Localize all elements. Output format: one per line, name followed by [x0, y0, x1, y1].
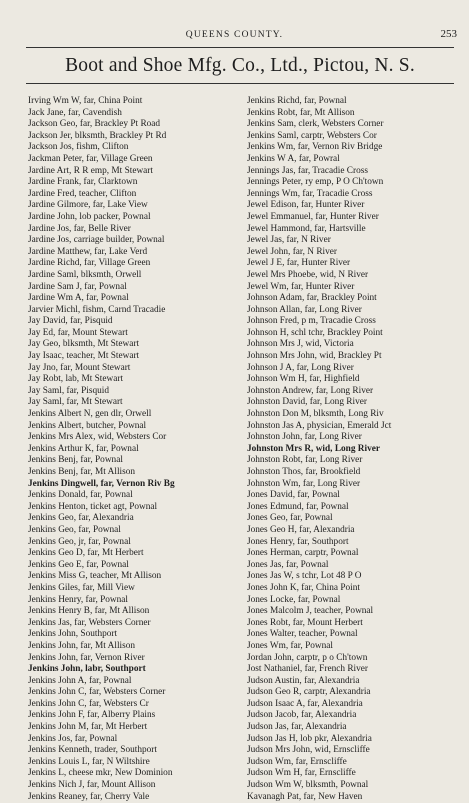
- directory-entry: Jenkins Louis L, far, N Wiltshire: [28, 756, 150, 767]
- directory-entry: Judson Wm H, far, Ernscliffe: [247, 768, 356, 779]
- directory-entry: Johnston Andrew, far, Long River: [247, 385, 374, 396]
- top-rule: [26, 47, 454, 48]
- bottom-rule: [26, 83, 454, 84]
- directory-entry: Jay Saml, far, Mt Stewart: [28, 397, 123, 408]
- directory-entry: Jenkins Wm, far, Vernon Riv Bridge: [247, 142, 383, 153]
- directory-entry: Johnson Mrs J, wid, Victoria: [247, 339, 354, 350]
- directory-entry: Johnson Adam, far, Brackley Point: [247, 293, 377, 304]
- directory-entry: Jay Ed, far, Mount Stewart: [28, 327, 128, 338]
- directory-entry: Jardine Fred, teacher, Clifton: [28, 188, 137, 199]
- directory-entry: Jenkins Henry, far, Pownal: [28, 594, 128, 605]
- directory-entry: Jay Jno, far, Mount Stewart: [28, 362, 131, 373]
- directory-entry: Johnson Allan, far, Long River: [247, 304, 362, 315]
- directory-entry: Jenkins Geo, far, Pownal: [28, 524, 121, 535]
- directory-entry: Jones Geo H, far, Alexandria: [247, 524, 355, 535]
- directory-entry: Jenkins Geo D, far, Mt Herbert: [28, 548, 144, 559]
- directory-entry: Jenkins Albert N, gen dlr, Orwell: [28, 409, 152, 420]
- directory-entry: Jenkins Jos, far, Pownal: [28, 733, 118, 744]
- directory-entry: Jenkins Richd, far, Pownal: [247, 96, 347, 106]
- directory-entry: Jenkins Kenneth, trader, Southport: [28, 745, 157, 756]
- directory-entry: Jenkins Donald, far, Pownal: [28, 490, 133, 501]
- directory-entry: Johnston Thos, far, Brookfield: [247, 467, 361, 477]
- directory-entry: Jardine Saml, blksmth, Orwell: [28, 269, 142, 280]
- directory-entry: Jewel J E, far, Hunter River: [247, 258, 351, 269]
- directory-entry: Jackson Jer, blksmth, Brackley Pt Rd: [28, 130, 167, 141]
- directory-entry: Jennings Jas, far, Tracadie Cross: [247, 165, 368, 176]
- directory-entry: Jewel Jas, far, N River: [247, 235, 331, 246]
- directory-entry: Jones Jas W, s tchr, Lot 48 P O: [247, 571, 362, 582]
- directory-entry: Judson Jacob, far, Alexandria: [247, 710, 357, 721]
- directory-entry: Jewel Edison, far, Hunter River: [247, 200, 365, 211]
- directory-entry: Judson Jas, far, Alexandria: [247, 722, 347, 733]
- directory-entry: Johnson Fred, p m, Tracadie Cross: [247, 316, 376, 327]
- directory-entry: Johnson H, schl tchr, Brackley Point: [247, 327, 383, 338]
- directory-entry: Jennings Peter, ry emp, P O Ch'town: [247, 177, 384, 188]
- directory-entry: Jenkins John, far, Vernon River: [28, 652, 145, 663]
- directory-entry: Kavanagh Pat, far, New Haven: [247, 791, 363, 802]
- directory-entry: Judson Geo R, carptr, Alexandria: [247, 687, 371, 698]
- directory-entry: Jenkins John A, far, Pownal: [28, 675, 132, 686]
- directory-entry: Jardine Frank, far, Clarktown: [28, 177, 138, 188]
- directory-entry: Jenkins Albert, butcher, Pownal: [28, 420, 147, 431]
- directory-entry: Jenkins Geo, far, Alexandria: [28, 513, 134, 524]
- county-header: QUEENS COUNTY.: [185, 30, 284, 40]
- directory-entry: Jones Edmund, far, Pownal: [247, 501, 349, 512]
- directory-entry: Johnson J A, far, Long River: [247, 362, 354, 373]
- directory-entry: Johnston Wm, far, Long River: [247, 478, 361, 489]
- directory-entry: Jewel Mrs Phoebe, wid, N River: [247, 269, 369, 280]
- directory-entry: Jones Robt, far, Mount Herbert: [247, 617, 363, 628]
- directory-entry: Jack Jane, far, Cavendish: [28, 107, 122, 118]
- directory-entry: Jenkins Mrs Alex, wid, Websters Cor: [28, 432, 167, 443]
- directory-entry: Jarvier Michl, fishm, Carnd Tracadie: [28, 304, 166, 315]
- directory-entry: Jay Isaac, teacher, Mt Stewart: [28, 351, 140, 362]
- directory-entry: Jenkins Geo, jr, far, Pownal: [28, 536, 131, 547]
- page-number: 253: [440, 28, 457, 40]
- directory-entry: Jenkins Miss G, teacher, Mt Allison: [28, 571, 162, 582]
- directory-entry: Jenkins John, labr, Southport: [28, 664, 146, 675]
- directory-entry: Jewel Wm, far, Hunter River: [247, 281, 355, 292]
- directory-entry: Jenkins L, cheese mkr, New Dominion: [28, 768, 173, 779]
- directory-entry: Jewel Hammond, far, Hartsville: [247, 223, 366, 234]
- directory-entry: Jones Geo, far, Pownal: [247, 513, 333, 524]
- directory-entry: Jenkins Giles, far, Mill View: [28, 582, 135, 593]
- directory-entry: Jenkins John F, far, Alberry Plains: [28, 710, 156, 721]
- directory-entry: Jones John K, far, China Point: [247, 582, 360, 593]
- directory-entry: Judson Mrs John, wid, Ernscliffe: [247, 745, 370, 756]
- directory-entry: Jay Geo, blksmth, Mt Stewart: [28, 339, 140, 350]
- directory-entry: Jay Saml, far, Pisquid: [28, 385, 109, 396]
- directory-entry: Jardine Jos, carriage builder, Pownal: [28, 235, 165, 246]
- directory-entry: Jardine Gilmore, far, Lake View: [28, 200, 148, 211]
- directory-entry: Jardine Sam J, far, Pownal: [28, 281, 127, 292]
- directory-entry: Jardine Art, R R emp, Mt Stewart: [28, 165, 153, 176]
- directory-entry: Jones David, far, Pownal: [247, 490, 340, 501]
- directory-entry: Jenkins Geo E, far, Pownal: [28, 559, 129, 570]
- directory-entry: Johnston John, far, Long River: [247, 432, 362, 443]
- directory-entry: Judson Wm W, blksmth, Pownal: [247, 780, 369, 791]
- directory-entry: Johnston Mrs R, wid, Long River: [247, 443, 381, 454]
- directory-entry: Jones Henry, far, Southport: [247, 536, 349, 547]
- directory-entry: Jay Robt, lab, Mt Stewart: [28, 374, 124, 385]
- directory-entry: Jewel Emmanuel, far, Hunter River: [247, 211, 379, 222]
- directory-entry: Jenkins John M, far, Mt Herbert: [28, 722, 148, 733]
- directory-entry: Jackson Jos, fishm, Clifton: [28, 142, 129, 153]
- directory-entry: Jenkins Saml, carptr, Websters Cor: [247, 130, 377, 141]
- advertisement-banner: Boot and Shoe Mfg. Co., Ltd., Pictou, N. S.: [65, 55, 415, 76]
- directory-entry: Jones Walter, teacher, Pownal: [247, 629, 358, 640]
- directory-entry: Jenkins John C, far, Websters Cr: [28, 698, 149, 709]
- directory-entry: Jenkins Benj, far, Mt Allison: [28, 467, 136, 477]
- directory-entry: Jenkins Robt, far, Mt Allison: [247, 107, 355, 118]
- directory-entry: Jenkins John C, far, Websters Corner: [28, 687, 166, 698]
- directory-entry: Jenkins Arthur K, far, Pownal: [28, 443, 139, 454]
- directory-entry: Jenkins W A, far, Powral: [247, 153, 340, 164]
- directory-entry: Jones Malcolm J, teacher, Pownal: [247, 606, 374, 617]
- directory-entry: Jost Nathaniel, far, French River: [247, 664, 368, 675]
- directory-entry: Jenkins Benj, far, Pownal: [28, 455, 123, 466]
- directory-entry: Johnston David, far, Long River: [247, 397, 367, 408]
- directory-entry: Jennings Wm, far, Tracadie Cross: [247, 188, 373, 199]
- directory-entry: Johnson Wm H, far, Highfield: [247, 374, 360, 385]
- directory-entry: Jackson Geo, far, Brackley Pt Road: [28, 119, 161, 130]
- directory-entry: Jones Locke, far, Pownal: [247, 594, 341, 605]
- directory-entry: Johnston Jas A, physician, Emerald Jct: [247, 420, 392, 431]
- directory-entry: Jenkins Nich J, far, Mount Allison: [28, 780, 156, 791]
- directory-entry: Johnston Don M, blksmth, Long Riv: [247, 409, 384, 420]
- directory-entry: Judson Austin, far, Alexandria: [247, 675, 360, 686]
- directory-entry: Jackman Peter, far, Village Green: [28, 153, 153, 164]
- directory-entry: Jenkins Henry B, far, Mt Allison: [28, 606, 150, 617]
- directory-entry: Jardine Richd, far, Village Green: [28, 258, 151, 269]
- directory-entry: Jardine Matthew, far, Lake Verd: [28, 246, 148, 257]
- directory-entry: Judson Jas H, lob pkr, Alexandria: [247, 733, 372, 744]
- directory-entry: Johnson Mrs John, wid, Brackley Pt: [247, 351, 382, 362]
- right-column: [247, 96, 469, 803]
- directory-entry: Jones Herman, carptr, Pownal: [247, 548, 359, 559]
- left-column: [28, 96, 250, 803]
- directory-entry: Jenkins John, Southport: [28, 629, 118, 640]
- directory-entry: Jardine Wm A, far, Pownal: [28, 293, 129, 304]
- directory-entry: Jordan John, carptr, p o Ch'town: [247, 652, 368, 663]
- directory-entry: Jewel John, far, N River: [247, 246, 337, 257]
- directory-entry: Irving Wm W, far, China Point: [28, 96, 143, 106]
- directory-entry: Jones Wm, far, Pownal: [247, 640, 333, 651]
- directory-entry: Jay David, far, Pisquid: [28, 316, 113, 327]
- directory-entry: Jenkins Dingwell, far, Vernon Riv Bg: [28, 478, 175, 489]
- directory-entry: Johnston Robt, far, Long River: [247, 455, 363, 466]
- directory-entry: Judson Isaac A, far, Alexandria: [247, 698, 363, 709]
- directory-entry: Jones Jas, far, Pownal: [247, 559, 329, 570]
- directory-entry: Jenkins Reaney, far, Cherry Vale: [28, 791, 150, 802]
- directory-entry: Jenkins Jas, far, Websters Corner: [28, 617, 151, 628]
- directory-entry: Jenkins Sam, clerk, Websters Corner: [247, 119, 384, 130]
- directory-entry: Jardine John, lob packer, Pownal: [28, 211, 151, 222]
- directory-entry: Jenkins John, far, Mt Allison: [28, 640, 136, 651]
- directory-entry: Judson Wm, far, Ernscliffe: [247, 756, 347, 767]
- directory-entry: Jenkins Henton, ticket agt, Pownal: [28, 501, 158, 512]
- directory-entry: Jardine Jos, far, Belle River: [28, 223, 131, 234]
